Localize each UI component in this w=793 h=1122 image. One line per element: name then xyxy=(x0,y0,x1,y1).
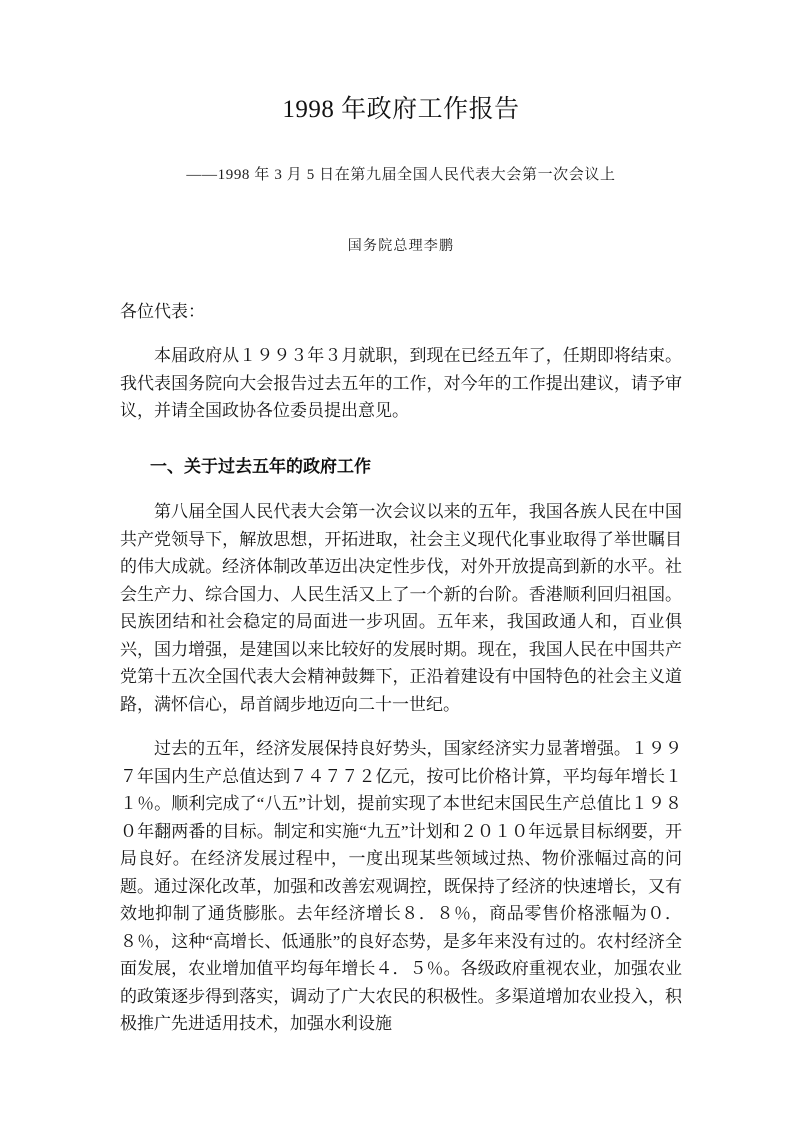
document-body xyxy=(120,0,682,1038)
salutation: 各位代表： xyxy=(120,301,205,321)
page-title: 1998 年政府工作报告 xyxy=(282,96,520,123)
paragraph-economy: 过去的五年，经济发展保持良好势头，国家经济实力显著增强。１９９７年国内生产总值达到７４７７２亿元，按可比价格计算，平均每年增长１１％。顺利完成了“八五”计划，提前实现了本世纪末国民生产总值比１９８０年翻两番的目标。制定和实施“九五”计划和２０１０年远景目标纲要，开局良好。在经济发展过程中，一度出现某些领域过热、物价涨幅过高的问题。通过深化改革，加强和改善宏观调控，既保持了经济的快速增长，又有效地抑制了通货膨胀。去年经济增长８．８％，商品零售价格涨幅为０．８％，这种“高增长、低通胀”的良好态势，是多年来没有过的。农村经济全面发展，农业增加值平均每年增长４．５％。各级政府重视农业，加强农业的政策逐步得到落实，调动了广大农民的积极性。多渠道增加农业投入，积极推广先进适用技术，加强水利设施 xyxy=(120,739,682,1034)
section-heading-one: 一、关于过去五年的政府工作 xyxy=(150,456,371,476)
paragraph-intro: 本届政府从１９９３年３月就职，到现在已经五年了，任期即将结束。我代表国务院向大会报告过去五年的工作，对今年的工作提出建议，请予审议，并请全国政协各位委员提出意见。 xyxy=(120,346,682,421)
document-subtitle: ——1998 年 3 月 5 日在第九届全国人民代表大会第一次会议上 xyxy=(186,167,616,183)
paragraph-five-years-review: 第八届全国人民代表大会第一次会议以来的五年，我国各族人民在中国共产党领导下，解放思想，开拓进取，社会主义现代化事业取得了举世瞩目的伟大成就。经济体制改革迈出决定性步伐，对外开放提高到新的水平。社会生产力、综合国力、人民生活又上了一个新的台阶。香港顺利回归祖国。民族团结和社会稳定的局面进一步巩固。五年来，我国政通人和，百业俱兴，国力增强，是建国以来比较好的发展时期。现在，我国人民在中国共产党第十五次全国代表大会精神鼓舞下，正沿着建设有中国特色的社会主义道路，满怀信心，昂首阔步地迈向二十一世纪。 xyxy=(120,502,682,714)
document-byline: 国务院总理李鹏 xyxy=(347,239,455,254)
